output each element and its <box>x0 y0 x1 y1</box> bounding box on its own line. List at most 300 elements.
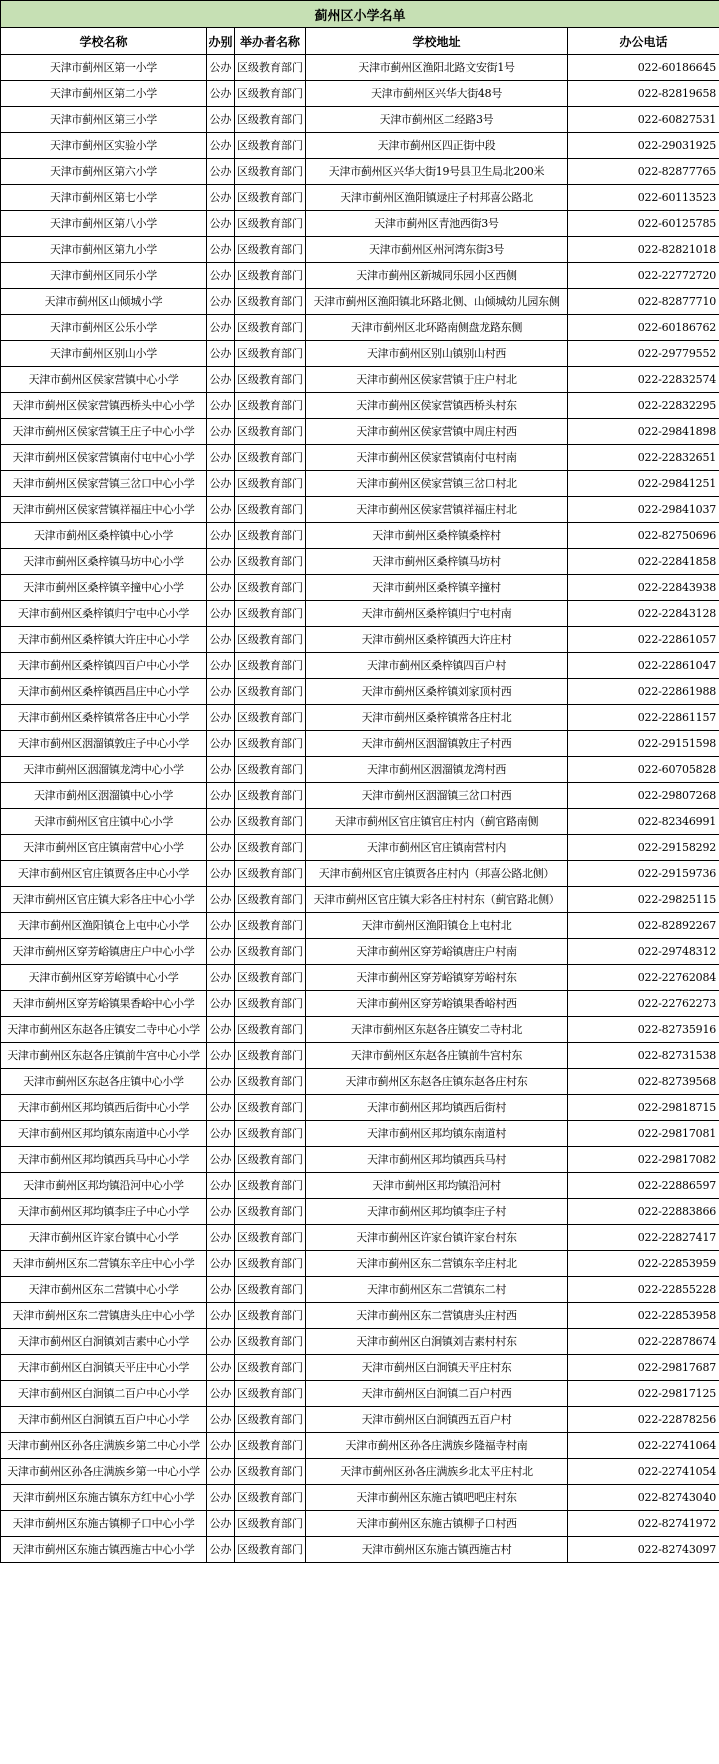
table-row <box>1 341 719 367</box>
address-cell: 天津市蓟州区洇溜镇龙湾村西 <box>306 757 568 783</box>
school-name-cell: 天津市蓟州区邦均镇西兵马中心小学 <box>1 1147 207 1173</box>
school-name-cell: 天津市蓟州区东施古镇柳子口中心小学 <box>1 1511 207 1537</box>
header-row <box>1 28 719 55</box>
table-row <box>1 575 719 601</box>
school-type-cell: 公办 <box>207 809 235 835</box>
address-cell: 天津市蓟州区北环路南侧盘龙路东侧 <box>306 315 568 341</box>
organizer-cell: 区级教育部门 <box>235 289 306 315</box>
organizer-cell: 区级教育部门 <box>235 601 306 627</box>
address-cell: 天津市蓟州区官庄镇大彩各庄村村东（蓟官路北侧） <box>306 887 568 913</box>
school-type-cell: 公办 <box>207 575 235 601</box>
organizer-cell: 区级教育部门 <box>235 1511 306 1537</box>
school-type-cell: 公办 <box>207 1433 235 1459</box>
address-cell: 天津市蓟州区兴华大街19号县卫生局北200米 <box>306 159 568 185</box>
organizer-cell: 区级教育部门 <box>235 1251 306 1277</box>
organizer-cell: 区级教育部门 <box>235 445 306 471</box>
address-cell: 天津市蓟州区白涧镇二百户村西 <box>306 1381 568 1407</box>
table-row <box>1 523 719 549</box>
school-name-cell: 天津市蓟州区官庄镇贾各庄中心小学 <box>1 861 207 887</box>
table-row <box>1 757 719 783</box>
school-name-cell: 天津市蓟州区第三小学 <box>1 107 207 133</box>
organizer-cell: 区级教育部门 <box>235 1199 306 1225</box>
school-name-cell: 天津市蓟州区桑梓镇马坊中心小学 <box>1 549 207 575</box>
address-cell: 天津市蓟州区青池西街3号 <box>306 211 568 237</box>
table-row <box>1 1537 719 1563</box>
school-name-cell: 天津市蓟州区侯家营镇南付屯中心小学 <box>1 445 207 471</box>
table-row <box>1 159 719 185</box>
table-row <box>1 1199 719 1225</box>
school-name-cell: 天津市蓟州区洇溜镇中心小学 <box>1 783 207 809</box>
school-type-cell: 公办 <box>207 289 235 315</box>
school-name-cell: 天津市蓟州区邦均镇沿河中心小学 <box>1 1173 207 1199</box>
school-type-cell: 公办 <box>207 1511 235 1537</box>
school-type-cell: 公办 <box>207 1381 235 1407</box>
school-type-cell: 公办 <box>207 1147 235 1173</box>
phone-cell: 022-22861057 <box>568 627 719 653</box>
phone-cell: 022-82735916 <box>568 1017 719 1043</box>
table-row <box>1 1069 719 1095</box>
phone-cell: 022-29817125 <box>568 1381 719 1407</box>
phone-cell: 022-29818715 <box>568 1095 719 1121</box>
address-cell: 天津市蓟州区孙各庄满族乡隆福寺村南 <box>306 1433 568 1459</box>
school-type-cell: 公办 <box>207 315 235 341</box>
school-name-cell: 天津市蓟州区白涧镇刘吉素中心小学 <box>1 1329 207 1355</box>
school-type-cell: 公办 <box>207 237 235 263</box>
table-row <box>1 1251 719 1277</box>
school-name-cell: 天津市蓟州区第七小学 <box>1 185 207 211</box>
school-name-cell: 天津市蓟州区东二营镇唐头庄中心小学 <box>1 1303 207 1329</box>
school-name-cell: 天津市蓟州区许家台镇中心小学 <box>1 1225 207 1251</box>
phone-cell: 022-82743040 <box>568 1485 719 1511</box>
address-cell: 天津市蓟州区四正街中段 <box>306 133 568 159</box>
school-type-cell: 公办 <box>207 783 235 809</box>
phone-cell: 022-29151598 <box>568 731 719 757</box>
school-name-cell: 天津市蓟州区公乐小学 <box>1 315 207 341</box>
school-name-cell: 天津市蓟州区邦均镇西后街中心小学 <box>1 1095 207 1121</box>
school-name-cell: 天津市蓟州区孙各庄满族乡第一中心小学 <box>1 1459 207 1485</box>
school-name-cell: 天津市蓟州区桑梓镇大许庄中心小学 <box>1 627 207 653</box>
school-type-cell: 公办 <box>207 757 235 783</box>
table-row <box>1 1121 719 1147</box>
organizer-cell: 区级教育部门 <box>235 1173 306 1199</box>
organizer-cell: 区级教育部门 <box>235 1433 306 1459</box>
organizer-cell: 区级教育部门 <box>235 81 306 107</box>
phone-cell: 022-82750696 <box>568 523 719 549</box>
organizer-cell: 区级教育部门 <box>235 1121 306 1147</box>
school-name-cell: 天津市蓟州区东二营镇中心小学 <box>1 1277 207 1303</box>
address-cell: 天津市蓟州区兴华大街48号 <box>306 81 568 107</box>
organizer-cell: 区级教育部门 <box>235 549 306 575</box>
phone-cell: 022-22832651 <box>568 445 719 471</box>
school-type-cell: 公办 <box>207 1043 235 1069</box>
school-type-cell: 公办 <box>207 393 235 419</box>
phone-cell: 022-22853959 <box>568 1251 719 1277</box>
organizer-cell: 区级教育部门 <box>235 679 306 705</box>
school-type-cell: 公办 <box>207 367 235 393</box>
address-cell: 天津市蓟州区东赵各庄镇前牛宫村东 <box>306 1043 568 1069</box>
organizer-cell: 区级教育部门 <box>235 159 306 185</box>
table-row <box>1 419 719 445</box>
table-row <box>1 1511 719 1537</box>
phone-cell: 022-60186762 <box>568 315 719 341</box>
table-row <box>1 445 719 471</box>
table-row <box>1 367 719 393</box>
organizer-cell: 区级教育部门 <box>235 1095 306 1121</box>
organizer-cell: 区级教育部门 <box>235 211 306 237</box>
organizer-cell: 区级教育部门 <box>235 627 306 653</box>
address-cell: 天津市蓟州区东施古镇吧吧庄村东 <box>306 1485 568 1511</box>
table-row <box>1 133 719 159</box>
address-cell: 天津市蓟州区孙各庄满族乡北太平庄村北 <box>306 1459 568 1485</box>
address-cell: 天津市蓟州区官庄镇南营村内 <box>306 835 568 861</box>
table-row <box>1 185 719 211</box>
school-type-cell: 公办 <box>207 913 235 939</box>
organizer-cell: 区级教育部门 <box>235 653 306 679</box>
table-row <box>1 1381 719 1407</box>
organizer-cell: 区级教育部门 <box>235 913 306 939</box>
organizer-cell: 区级教育部门 <box>235 1485 306 1511</box>
phone-cell: 022-29807268 <box>568 783 719 809</box>
table-row <box>1 237 719 263</box>
phone-cell: 022-22832574 <box>568 367 719 393</box>
phone-cell: 022-22855228 <box>568 1277 719 1303</box>
phone-cell: 022-22853958 <box>568 1303 719 1329</box>
phone-cell: 022-82743097 <box>568 1537 719 1563</box>
phone-cell: 022-22861157 <box>568 705 719 731</box>
table-row <box>1 289 719 315</box>
school-type-cell: 公办 <box>207 263 235 289</box>
school-name-cell: 天津市蓟州区东赵各庄镇中心小学 <box>1 1069 207 1095</box>
organizer-cell: 区级教育部门 <box>235 783 306 809</box>
table-row <box>1 471 719 497</box>
school-type-cell: 公办 <box>207 1355 235 1381</box>
school-type-cell: 公办 <box>207 81 235 107</box>
address-cell: 天津市蓟州区桑梓镇辛撞村 <box>306 575 568 601</box>
header-school-name: 学校名称 <box>1 28 207 55</box>
address-cell: 天津市蓟州区东二营镇东辛庄村北 <box>306 1251 568 1277</box>
organizer-cell: 区级教育部门 <box>235 367 306 393</box>
school-type-cell: 公办 <box>207 1121 235 1147</box>
address-cell: 天津市蓟州区东施古镇西施古村 <box>306 1537 568 1563</box>
school-type-cell: 公办 <box>207 1303 235 1329</box>
school-type-cell: 公办 <box>207 1407 235 1433</box>
school-type-cell: 公办 <box>207 211 235 237</box>
school-type-cell: 公办 <box>207 705 235 731</box>
school-name-cell: 天津市蓟州区同乐小学 <box>1 263 207 289</box>
phone-cell: 022-82821018 <box>568 237 719 263</box>
organizer-cell: 区级教育部门 <box>235 263 306 289</box>
address-cell: 天津市蓟州区渔阳镇逯庄子村邦喜公路北 <box>306 185 568 211</box>
phone-cell: 022-82731538 <box>568 1043 719 1069</box>
header-type: 办别 <box>207 28 235 55</box>
address-cell: 天津市蓟州区洇溜镇敦庄子村西 <box>306 731 568 757</box>
school-type-cell: 公办 <box>207 471 235 497</box>
school-type-cell: 公办 <box>207 679 235 705</box>
school-type-cell: 公办 <box>207 549 235 575</box>
school-type-cell: 公办 <box>207 653 235 679</box>
address-cell: 天津市蓟州区穿芳峪镇穿芳峪村东 <box>306 965 568 991</box>
address-cell: 天津市蓟州区桑梓镇西大许庄村 <box>306 627 568 653</box>
school-type-cell: 公办 <box>207 497 235 523</box>
school-type-cell: 公办 <box>207 965 235 991</box>
phone-cell: 022-29159736 <box>568 861 719 887</box>
organizer-cell: 区级教育部门 <box>235 1017 306 1043</box>
school-type-cell: 公办 <box>207 861 235 887</box>
organizer-cell: 区级教育部门 <box>235 1225 306 1251</box>
organizer-cell: 区级教育部门 <box>235 835 306 861</box>
organizer-cell: 区级教育部门 <box>235 965 306 991</box>
phone-cell: 022-22878674 <box>568 1329 719 1355</box>
phone-cell: 022-22772720 <box>568 263 719 289</box>
organizer-cell: 区级教育部门 <box>235 393 306 419</box>
address-cell: 天津市蓟州区渔阳北路文安街1号 <box>306 55 568 81</box>
school-type-cell: 公办 <box>207 1277 235 1303</box>
table-row <box>1 55 719 81</box>
phone-cell: 022-22762084 <box>568 965 719 991</box>
address-cell: 天津市蓟州区白涧镇西五百户村 <box>306 1407 568 1433</box>
table-row <box>1 809 719 835</box>
address-cell: 天津市蓟州区官庄镇贾各庄村内（邦喜公路北侧） <box>306 861 568 887</box>
address-cell: 天津市蓟州区桑梓镇归宁屯村南 <box>306 601 568 627</box>
table-row <box>1 783 719 809</box>
phone-cell: 022-29817082 <box>568 1147 719 1173</box>
table-row <box>1 497 719 523</box>
school-type-cell: 公办 <box>207 445 235 471</box>
school-name-cell: 天津市蓟州区官庄镇大彩各庄中心小学 <box>1 887 207 913</box>
address-cell: 天津市蓟州区邦均镇西后街村 <box>306 1095 568 1121</box>
address-cell: 天津市蓟州区桑梓镇四百户村 <box>306 653 568 679</box>
school-name-cell: 天津市蓟州区第一小学 <box>1 55 207 81</box>
school-name-cell: 天津市蓟州区侯家营镇中心小学 <box>1 367 207 393</box>
organizer-cell: 区级教育部门 <box>235 809 306 835</box>
address-cell: 天津市蓟州区邦均镇李庄子村 <box>306 1199 568 1225</box>
table-row <box>1 1225 719 1251</box>
phone-cell: 022-29748312 <box>568 939 719 965</box>
address-cell: 天津市蓟州区东赵各庄镇安二寺村北 <box>306 1017 568 1043</box>
school-name-cell: 天津市蓟州区邦均镇李庄子中心小学 <box>1 1199 207 1225</box>
school-type-cell: 公办 <box>207 159 235 185</box>
school-type-cell: 公办 <box>207 1329 235 1355</box>
phone-cell: 022-29825115 <box>568 887 719 913</box>
table-row <box>1 1459 719 1485</box>
table-row <box>1 861 719 887</box>
school-name-cell: 天津市蓟州区别山小学 <box>1 341 207 367</box>
phone-cell: 022-82741972 <box>568 1511 719 1537</box>
table-row <box>1 315 719 341</box>
address-cell: 天津市蓟州区东赵各庄镇东赵各庄村东 <box>306 1069 568 1095</box>
table-row <box>1 1407 719 1433</box>
table-row <box>1 1433 719 1459</box>
school-name-cell: 天津市蓟州区白涧镇天平庄中心小学 <box>1 1355 207 1381</box>
phone-cell: 022-22762273 <box>568 991 719 1017</box>
phone-cell: 022-22861047 <box>568 653 719 679</box>
address-cell: 天津市蓟州区邦均镇西兵马村 <box>306 1147 568 1173</box>
phone-cell: 022-22741054 <box>568 1459 719 1485</box>
address-cell: 天津市蓟州区许家台镇许家台村东 <box>306 1225 568 1251</box>
header-phone: 办公电话 <box>568 28 719 55</box>
school-name-cell: 天津市蓟州区桑梓镇中心小学 <box>1 523 207 549</box>
address-cell: 天津市蓟州区新城同乐园小区西侧 <box>306 263 568 289</box>
school-type-cell: 公办 <box>207 419 235 445</box>
school-name-cell: 天津市蓟州区实验小学 <box>1 133 207 159</box>
organizer-cell: 区级教育部门 <box>235 107 306 133</box>
organizer-cell: 区级教育部门 <box>235 1537 306 1563</box>
address-cell: 天津市蓟州区桑梓镇马坊村 <box>306 549 568 575</box>
address-cell: 天津市蓟州区州河湾东街3号 <box>306 237 568 263</box>
school-name-cell: 天津市蓟州区官庄镇中心小学 <box>1 809 207 835</box>
table-row <box>1 679 719 705</box>
phone-cell: 022-22741064 <box>568 1433 719 1459</box>
organizer-cell: 区级教育部门 <box>235 1459 306 1485</box>
school-name-cell: 天津市蓟州区桑梓镇西昌庄中心小学 <box>1 679 207 705</box>
school-type-cell: 公办 <box>207 185 235 211</box>
table-row <box>1 601 719 627</box>
address-cell: 天津市蓟州区洇溜镇三岔口村西 <box>306 783 568 809</box>
table-body <box>1 55 719 1563</box>
school-name-cell: 天津市蓟州区侯家营镇王庄子中心小学 <box>1 419 207 445</box>
organizer-cell: 区级教育部门 <box>235 1329 306 1355</box>
table-row <box>1 211 719 237</box>
phone-cell: 022-82877765 <box>568 159 719 185</box>
organizer-cell: 区级教育部门 <box>235 939 306 965</box>
school-name-cell: 天津市蓟州区白涧镇二百户中心小学 <box>1 1381 207 1407</box>
school-name-cell: 天津市蓟州区第六小学 <box>1 159 207 185</box>
school-name-cell: 天津市蓟州区桑梓镇四百户中心小学 <box>1 653 207 679</box>
school-name-cell: 天津市蓟州区白涧镇五百户中心小学 <box>1 1407 207 1433</box>
table-row <box>1 1277 719 1303</box>
organizer-cell: 区级教育部门 <box>235 419 306 445</box>
phone-cell: 022-22832295 <box>568 393 719 419</box>
organizer-cell: 区级教育部门 <box>235 991 306 1017</box>
phone-cell: 022-29841251 <box>568 471 719 497</box>
school-type-cell: 公办 <box>207 1459 235 1485</box>
school-name-cell: 天津市蓟州区山倾城小学 <box>1 289 207 315</box>
table-row <box>1 1303 719 1329</box>
phone-cell: 022-22843938 <box>568 575 719 601</box>
school-type-cell: 公办 <box>207 55 235 81</box>
table-row <box>1 627 719 653</box>
phone-cell: 022-22861988 <box>568 679 719 705</box>
school-name-cell: 天津市蓟州区桑梓镇辛撞中心小学 <box>1 575 207 601</box>
table-row <box>1 1043 719 1069</box>
phone-cell: 022-29841037 <box>568 497 719 523</box>
address-cell: 天津市蓟州区侯家营镇祥福庄村北 <box>306 497 568 523</box>
school-type-cell: 公办 <box>207 1017 235 1043</box>
header-address: 学校地址 <box>306 28 568 55</box>
school-type-cell: 公办 <box>207 1069 235 1095</box>
phone-cell: 022-60113523 <box>568 185 719 211</box>
address-cell: 天津市蓟州区东施古镇柳子口村西 <box>306 1511 568 1537</box>
school-type-cell: 公办 <box>207 1173 235 1199</box>
school-name-cell: 天津市蓟州区孙各庄满族乡第二中心小学 <box>1 1433 207 1459</box>
school-name-cell: 天津市蓟州区第二小学 <box>1 81 207 107</box>
organizer-cell: 区级教育部门 <box>235 133 306 159</box>
school-name-cell: 天津市蓟州区侯家营镇西桥头中心小学 <box>1 393 207 419</box>
school-name-cell: 天津市蓟州区邦均镇东南道中心小学 <box>1 1121 207 1147</box>
school-name-cell: 天津市蓟州区桑梓镇归宁屯中心小学 <box>1 601 207 627</box>
school-name-cell: 天津市蓟州区东赵各庄镇前牛宫中心小学 <box>1 1043 207 1069</box>
address-cell: 天津市蓟州区邦均镇沿河村 <box>306 1173 568 1199</box>
school-name-cell: 天津市蓟州区穿芳峪镇唐庄户中心小学 <box>1 939 207 965</box>
school-name-cell: 天津市蓟州区东施古镇东方红中心小学 <box>1 1485 207 1511</box>
organizer-cell: 区级教育部门 <box>235 705 306 731</box>
school-name-cell: 天津市蓟州区东施古镇西施古中心小学 <box>1 1537 207 1563</box>
organizer-cell: 区级教育部门 <box>235 523 306 549</box>
school-name-cell: 天津市蓟州区官庄镇南营中心小学 <box>1 835 207 861</box>
phone-cell: 022-22843128 <box>568 601 719 627</box>
table-row <box>1 1485 719 1511</box>
phone-cell: 022-60705828 <box>568 757 719 783</box>
organizer-cell: 区级教育部门 <box>235 1303 306 1329</box>
school-name-cell: 天津市蓟州区渔阳镇仓上屯中心小学 <box>1 913 207 939</box>
address-cell: 天津市蓟州区桑梓镇常各庄村北 <box>306 705 568 731</box>
table-row <box>1 1017 719 1043</box>
organizer-cell: 区级教育部门 <box>235 237 306 263</box>
organizer-cell: 区级教育部门 <box>235 55 306 81</box>
address-cell: 天津市蓟州区侯家营镇三岔口村北 <box>306 471 568 497</box>
organizer-cell: 区级教育部门 <box>235 887 306 913</box>
school-type-cell: 公办 <box>207 939 235 965</box>
organizer-cell: 区级教育部门 <box>235 731 306 757</box>
table-row <box>1 1095 719 1121</box>
school-type-cell: 公办 <box>207 1485 235 1511</box>
table-row <box>1 835 719 861</box>
phone-cell: 022-60125785 <box>568 211 719 237</box>
phone-cell: 022-22841858 <box>568 549 719 575</box>
school-type-cell: 公办 <box>207 991 235 1017</box>
phone-cell: 022-29779552 <box>568 341 719 367</box>
organizer-cell: 区级教育部门 <box>235 497 306 523</box>
table-row <box>1 653 719 679</box>
organizer-cell: 区级教育部门 <box>235 1069 306 1095</box>
school-name-cell: 天津市蓟州区第八小学 <box>1 211 207 237</box>
school-type-cell: 公办 <box>207 1225 235 1251</box>
phone-cell: 022-82877710 <box>568 289 719 315</box>
header-organizer: 举办者名称 <box>235 28 306 55</box>
table-row <box>1 107 719 133</box>
phone-cell: 022-29031925 <box>568 133 719 159</box>
school-type-cell: 公办 <box>207 1199 235 1225</box>
organizer-cell: 区级教育部门 <box>235 1407 306 1433</box>
table-row <box>1 731 719 757</box>
address-cell: 天津市蓟州区侯家营镇于庄户村北 <box>306 367 568 393</box>
table-row <box>1 81 719 107</box>
sheet-title: 蓟州区小学名单 <box>1 1 719 28</box>
school-name-cell: 天津市蓟州区穿芳峪镇中心小学 <box>1 965 207 991</box>
school-type-cell: 公办 <box>207 133 235 159</box>
address-cell: 天津市蓟州区白涧镇天平庄村东 <box>306 1355 568 1381</box>
address-cell: 天津市蓟州区东二营镇唐头庄村西 <box>306 1303 568 1329</box>
address-cell: 天津市蓟州区侯家营镇中周庄村西 <box>306 419 568 445</box>
phone-cell: 022-29817687 <box>568 1355 719 1381</box>
address-cell: 天津市蓟州区邦均镇东南道村 <box>306 1121 568 1147</box>
phone-cell: 022-82739568 <box>568 1069 719 1095</box>
school-name-cell: 天津市蓟州区东二营镇东辛庄中心小学 <box>1 1251 207 1277</box>
address-cell: 天津市蓟州区别山镇别山村西 <box>306 341 568 367</box>
table-row <box>1 965 719 991</box>
school-type-cell: 公办 <box>207 523 235 549</box>
address-cell: 天津市蓟州区桑梓镇桑梓村 <box>306 523 568 549</box>
phone-cell: 022-60827531 <box>568 107 719 133</box>
address-cell: 天津市蓟州区桑梓镇刘家顶村西 <box>306 679 568 705</box>
school-name-cell: 天津市蓟州区洇溜镇敦庄子中心小学 <box>1 731 207 757</box>
phone-cell: 022-29158292 <box>568 835 719 861</box>
school-name-cell: 天津市蓟州区穿芳峪镇果香峪中心小学 <box>1 991 207 1017</box>
address-cell: 天津市蓟州区渔阳镇仓上屯村北 <box>306 913 568 939</box>
school-type-cell: 公办 <box>207 341 235 367</box>
school-type-cell: 公办 <box>207 731 235 757</box>
school-name-cell: 天津市蓟州区侯家营镇祥福庄中心小学 <box>1 497 207 523</box>
